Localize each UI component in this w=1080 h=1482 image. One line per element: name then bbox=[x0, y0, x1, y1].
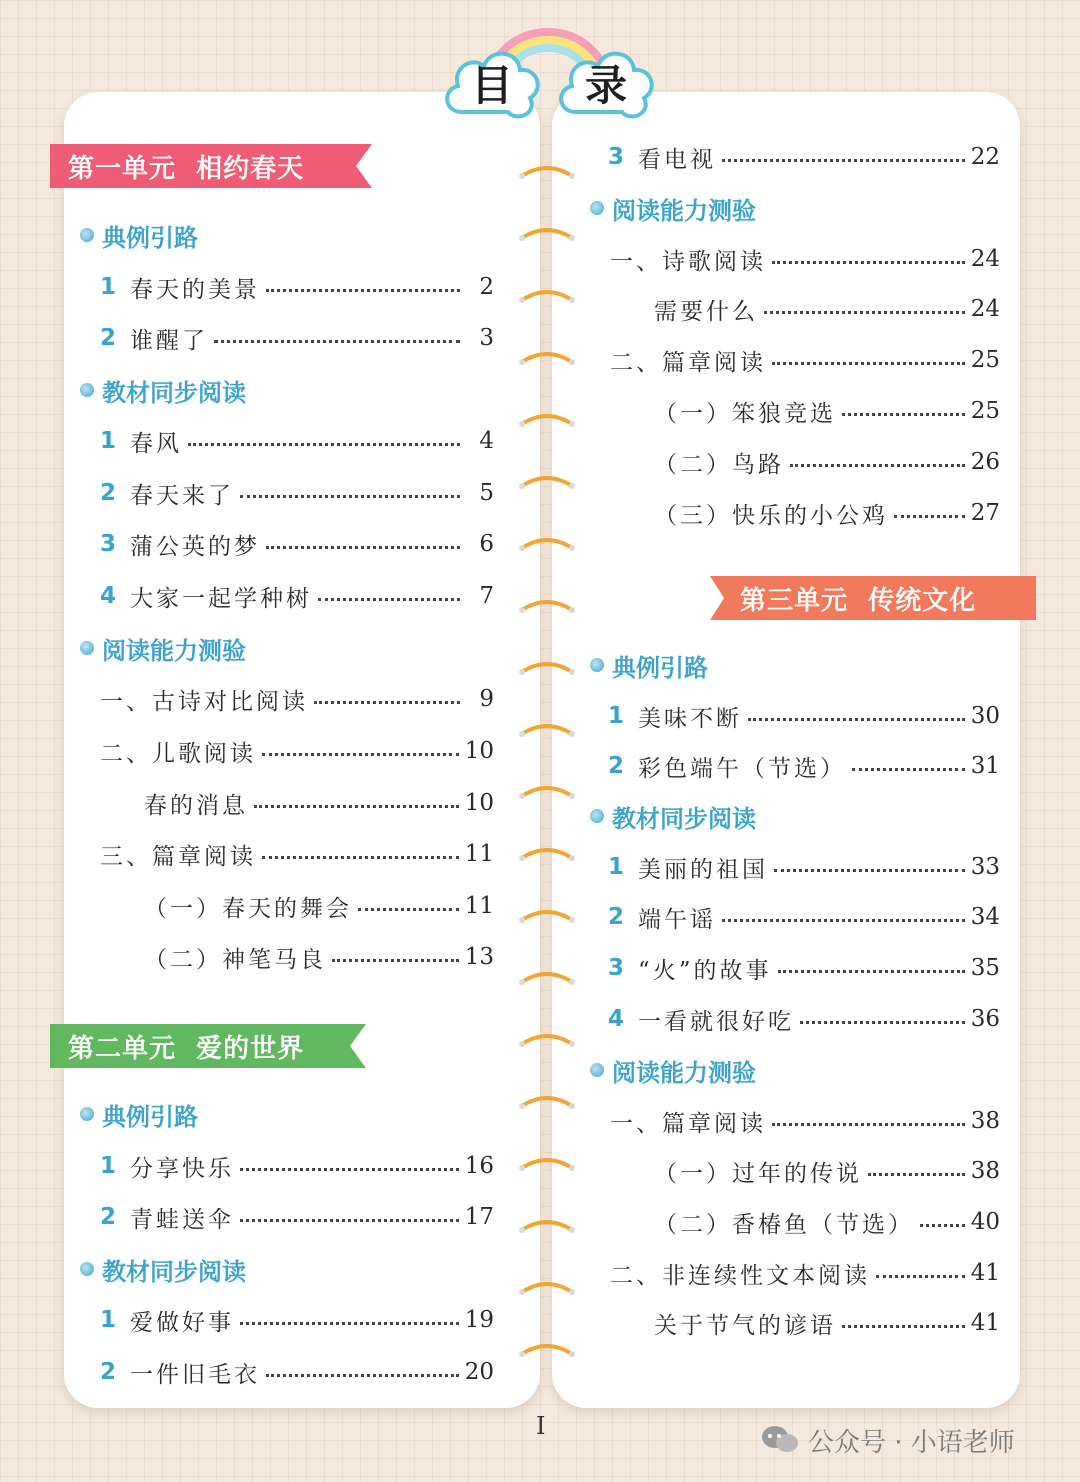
bullet-icon bbox=[590, 1063, 604, 1077]
toc-entry[interactable] bbox=[100, 579, 494, 613]
leader-dots bbox=[722, 919, 965, 922]
entry-title: 春天的美景 bbox=[130, 276, 260, 303]
entry-title: 二、篇章阅读 bbox=[610, 349, 766, 376]
entry-title: 端午谣 bbox=[638, 906, 716, 933]
leader-dots bbox=[772, 1123, 965, 1126]
leader-dots bbox=[774, 869, 965, 872]
unit-banner-3 bbox=[710, 576, 1036, 620]
toc-entry[interactable] bbox=[608, 900, 1000, 934]
toc-entry[interactable] bbox=[610, 242, 1000, 276]
leader-dots bbox=[800, 1021, 965, 1024]
leader-dots bbox=[842, 1325, 965, 1328]
toc-entry[interactable] bbox=[608, 1002, 1000, 1036]
leader-dots bbox=[240, 1168, 459, 1171]
entry-title: （二）香椿鱼（节选） bbox=[654, 1211, 914, 1238]
entry-page: 38 bbox=[970, 1158, 1000, 1184]
section-header bbox=[80, 1252, 246, 1286]
entry-number: 1 bbox=[100, 274, 117, 300]
entry-title: 一、篇章阅读 bbox=[610, 1110, 766, 1137]
section-header bbox=[590, 799, 756, 833]
binding-ring bbox=[518, 410, 576, 432]
unit-banner-2 bbox=[50, 1024, 366, 1068]
binding-ring bbox=[518, 348, 576, 370]
bullet-icon bbox=[80, 641, 94, 655]
unit-title: 第三单元 传统文化 bbox=[740, 585, 977, 616]
toc-entry[interactable] bbox=[100, 424, 494, 458]
entry-page: 24 bbox=[970, 246, 1000, 272]
entry-number: 2 bbox=[100, 1359, 117, 1385]
leader-dots bbox=[778, 970, 965, 973]
entry-title: （二）神笔马良 bbox=[144, 946, 326, 973]
entry-page: 33 bbox=[970, 854, 1000, 880]
entry-title: 谁醒了 bbox=[130, 327, 208, 354]
binding-ring bbox=[518, 968, 576, 990]
toc-entry[interactable] bbox=[610, 1104, 1000, 1138]
toc-entry[interactable] bbox=[608, 749, 1000, 783]
leader-dots bbox=[358, 908, 459, 911]
leader-dots bbox=[318, 598, 460, 601]
entry-title: 一件旧毛衣 bbox=[130, 1361, 260, 1388]
chat-bubble-icon bbox=[760, 1424, 800, 1456]
entry-title: （一）过年的传说 bbox=[654, 1160, 862, 1187]
binding-ring bbox=[518, 658, 576, 680]
entry-page: 11 bbox=[464, 893, 494, 919]
entry-page: 2 bbox=[479, 274, 494, 300]
entry-number: 1 bbox=[608, 854, 625, 880]
binding-ring bbox=[518, 224, 576, 246]
entry-number: 2 bbox=[100, 325, 117, 351]
binding-ring bbox=[518, 1092, 576, 1114]
entry-title: 关于节气的谚语 bbox=[654, 1312, 836, 1339]
entry-page: 11 bbox=[464, 841, 494, 867]
entry-title: 三、篇章阅读 bbox=[100, 843, 256, 870]
entry-title: （一）春天的舞会 bbox=[144, 895, 352, 922]
leader-dots bbox=[266, 546, 460, 549]
leader-dots bbox=[188, 443, 460, 446]
bullet-icon bbox=[80, 1262, 94, 1276]
entry-number: 2 bbox=[100, 1204, 117, 1230]
leader-dots bbox=[266, 289, 460, 292]
entry-title: 青蛙送伞 bbox=[130, 1206, 234, 1233]
leader-dots bbox=[240, 495, 460, 498]
binding-ring bbox=[518, 720, 576, 742]
binding-ring bbox=[518, 534, 576, 556]
leader-dots bbox=[314, 701, 460, 704]
entry-title: 春的消息 bbox=[144, 792, 248, 819]
binding-ring bbox=[518, 1030, 576, 1052]
leader-dots bbox=[748, 718, 965, 721]
leader-dots bbox=[332, 959, 459, 962]
watermark-text: 公众号 · 小语老师 bbox=[808, 1427, 1015, 1458]
entry-number: 4 bbox=[100, 583, 117, 609]
toc-entry[interactable] bbox=[100, 682, 494, 716]
leader-dots bbox=[254, 805, 459, 808]
section-title: 教材同步阅读 bbox=[612, 804, 756, 833]
leader-dots bbox=[852, 768, 965, 771]
toc-entry[interactable] bbox=[100, 1303, 494, 1337]
leader-dots bbox=[214, 340, 460, 343]
section-header bbox=[80, 1097, 198, 1131]
unit-title: 第一单元 相约春天 bbox=[68, 153, 305, 184]
entry-page: 16 bbox=[464, 1153, 494, 1179]
entry-title: （二）鸟路 bbox=[654, 451, 784, 478]
entry-title: 一、古诗对比阅读 bbox=[100, 688, 308, 715]
leader-dots bbox=[790, 464, 965, 467]
entry-title: 分享快乐 bbox=[130, 1155, 234, 1182]
leader-dots bbox=[764, 311, 965, 314]
toc-entry[interactable] bbox=[100, 1149, 494, 1183]
binding-ring bbox=[518, 162, 576, 184]
toc-entry[interactable] bbox=[608, 850, 1000, 884]
toc-entry[interactable] bbox=[654, 445, 1000, 479]
entry-title: （三）快乐的小公鸡 bbox=[654, 502, 888, 529]
entry-title: （一）笨狼竞选 bbox=[654, 400, 836, 427]
leader-dots bbox=[262, 856, 459, 859]
title-char-mu: 目 bbox=[470, 61, 513, 110]
leader-dots bbox=[722, 159, 965, 162]
toc-entry[interactable] bbox=[654, 1154, 1000, 1188]
entry-title: 需要什么 bbox=[654, 298, 758, 325]
bullet-icon bbox=[80, 1107, 94, 1121]
bullet-icon bbox=[590, 809, 604, 823]
section-title: 阅读能力测验 bbox=[612, 196, 756, 225]
entry-page: 24 bbox=[970, 296, 1000, 322]
entry-title: “火”的故事 bbox=[638, 957, 772, 984]
entry-number: 1 bbox=[100, 428, 117, 454]
entry-page: 19 bbox=[464, 1307, 494, 1333]
toc-entry[interactable] bbox=[610, 343, 1000, 377]
toc-entry[interactable] bbox=[100, 837, 494, 871]
entry-page: 17 bbox=[464, 1204, 494, 1230]
toc-entry[interactable] bbox=[608, 699, 1000, 733]
leader-dots bbox=[772, 261, 965, 264]
section-title: 教材同步阅读 bbox=[102, 1257, 246, 1286]
entry-number: 2 bbox=[608, 753, 625, 779]
entry-title: 蒲公英的梦 bbox=[130, 533, 260, 560]
leader-dots bbox=[920, 1224, 965, 1227]
section-title: 典例引路 bbox=[102, 223, 198, 252]
entry-page: 10 bbox=[464, 738, 494, 764]
toc-entry[interactable] bbox=[654, 394, 1000, 428]
entry-title: 大家一起学种树 bbox=[130, 585, 312, 612]
leader-dots bbox=[240, 1322, 459, 1325]
section-title: 典例引路 bbox=[102, 1102, 198, 1131]
section-header bbox=[590, 191, 756, 225]
binding-ring bbox=[518, 286, 576, 308]
entry-title: 一、诗歌阅读 bbox=[610, 248, 766, 275]
entry-page: 25 bbox=[970, 398, 1000, 424]
entry-number: 2 bbox=[608, 904, 625, 930]
unit-banner-1 bbox=[50, 144, 372, 188]
toc-entry[interactable] bbox=[654, 292, 1000, 326]
entry-page: 35 bbox=[970, 955, 1000, 981]
entry-page: 10 bbox=[464, 790, 494, 816]
section-header bbox=[590, 1053, 756, 1087]
section-title: 教材同步阅读 bbox=[102, 378, 246, 407]
leader-dots bbox=[842, 413, 965, 416]
entry-number: 1 bbox=[100, 1307, 117, 1333]
toc-entry[interactable] bbox=[654, 1306, 1000, 1340]
toc-entry[interactable] bbox=[144, 889, 494, 923]
watermark bbox=[760, 1420, 1015, 1460]
toc-entry[interactable] bbox=[608, 140, 1000, 174]
toc-entry[interactable] bbox=[654, 1205, 1000, 1239]
entry-page: 41 bbox=[970, 1310, 1000, 1336]
entry-number: 1 bbox=[100, 1153, 117, 1179]
title-cloud-right bbox=[552, 42, 660, 124]
toc-entry[interactable] bbox=[100, 270, 494, 304]
bullet-icon bbox=[590, 201, 604, 215]
toc-entry[interactable] bbox=[144, 786, 494, 820]
bullet-icon bbox=[80, 228, 94, 242]
entry-page: 26 bbox=[970, 449, 1000, 475]
title-char-lu: 录 bbox=[584, 61, 627, 110]
entry-title: 彩色端午（节选） bbox=[638, 755, 846, 782]
leader-dots bbox=[262, 753, 459, 756]
entry-number: 3 bbox=[100, 531, 117, 557]
toc-entry[interactable] bbox=[100, 1355, 494, 1389]
toc-entry[interactable] bbox=[654, 496, 1000, 530]
toc-entry[interactable] bbox=[100, 476, 494, 510]
entry-title: 二、儿歌阅读 bbox=[100, 740, 256, 767]
entry-page: 6 bbox=[479, 531, 494, 557]
bullet-icon bbox=[80, 383, 94, 397]
entry-page: 36 bbox=[970, 1006, 1000, 1032]
section-header bbox=[80, 373, 246, 407]
binding-ring bbox=[518, 1278, 576, 1300]
entry-title: 看电视 bbox=[638, 146, 716, 173]
page-number: I bbox=[536, 1412, 546, 1440]
entry-number: 4 bbox=[608, 1006, 625, 1032]
leader-dots bbox=[772, 362, 965, 365]
entry-number: 3 bbox=[608, 144, 625, 170]
entry-page: 41 bbox=[970, 1260, 1000, 1286]
entry-title: 美丽的祖国 bbox=[638, 856, 768, 883]
title-cloud-left bbox=[438, 42, 546, 124]
toc-entry[interactable] bbox=[100, 527, 494, 561]
leader-dots bbox=[894, 515, 965, 518]
entry-page: 3 bbox=[479, 325, 494, 351]
binding-ring bbox=[518, 1154, 576, 1176]
toc-entry[interactable] bbox=[100, 1200, 494, 1234]
entry-page: 31 bbox=[970, 753, 1000, 779]
entry-title: 美味不断 bbox=[638, 705, 742, 732]
toc-entry[interactable] bbox=[144, 940, 494, 974]
entry-page: 34 bbox=[970, 904, 1000, 930]
entry-page: 25 bbox=[970, 347, 1000, 373]
entry-number: 2 bbox=[100, 480, 117, 506]
entry-page: 22 bbox=[970, 144, 1000, 170]
entry-number: 1 bbox=[608, 703, 625, 729]
section-title: 阅读能力测验 bbox=[612, 1058, 756, 1087]
binding-ring bbox=[518, 1340, 576, 1362]
binding-ring bbox=[518, 596, 576, 618]
bullet-icon bbox=[590, 658, 604, 672]
toc-entry[interactable] bbox=[100, 734, 494, 768]
entry-page: 40 bbox=[970, 1209, 1000, 1235]
section-title: 典例引路 bbox=[612, 653, 708, 682]
entry-number: 3 bbox=[608, 955, 625, 981]
entry-title: 春天来了 bbox=[130, 482, 234, 509]
toc-entry[interactable] bbox=[100, 321, 494, 355]
entry-page: 30 bbox=[970, 703, 1000, 729]
entry-title: 二、非连续性文本阅读 bbox=[610, 1262, 870, 1289]
section-header bbox=[590, 648, 708, 682]
unit-title: 第二单元 爱的世界 bbox=[68, 1033, 305, 1064]
leader-dots bbox=[266, 1374, 459, 1377]
toc-entry[interactable] bbox=[610, 1256, 1000, 1290]
binding-ring bbox=[518, 844, 576, 866]
entry-page: 13 bbox=[464, 944, 494, 970]
toc-entry[interactable] bbox=[608, 951, 1000, 985]
entry-page: 5 bbox=[479, 480, 494, 506]
entry-title: 爱做好事 bbox=[130, 1309, 234, 1336]
entry-page: 20 bbox=[464, 1359, 494, 1385]
section-title: 阅读能力测验 bbox=[102, 636, 246, 665]
entry-page: 9 bbox=[479, 686, 494, 712]
entry-page: 7 bbox=[479, 583, 494, 609]
leader-dots bbox=[240, 1219, 459, 1222]
section-header bbox=[80, 218, 198, 252]
entry-title: 春风 bbox=[130, 430, 182, 457]
binding-ring bbox=[518, 782, 576, 804]
leader-dots bbox=[868, 1173, 965, 1176]
binding-ring bbox=[518, 906, 576, 928]
entry-page: 4 bbox=[479, 428, 494, 454]
binding-ring bbox=[518, 1216, 576, 1238]
section-header bbox=[80, 631, 246, 665]
leader-dots bbox=[876, 1275, 965, 1278]
entry-page: 27 bbox=[970, 500, 1000, 526]
entry-title: 一看就很好吃 bbox=[638, 1008, 794, 1035]
entry-page: 38 bbox=[970, 1108, 1000, 1134]
binding-ring bbox=[518, 472, 576, 494]
